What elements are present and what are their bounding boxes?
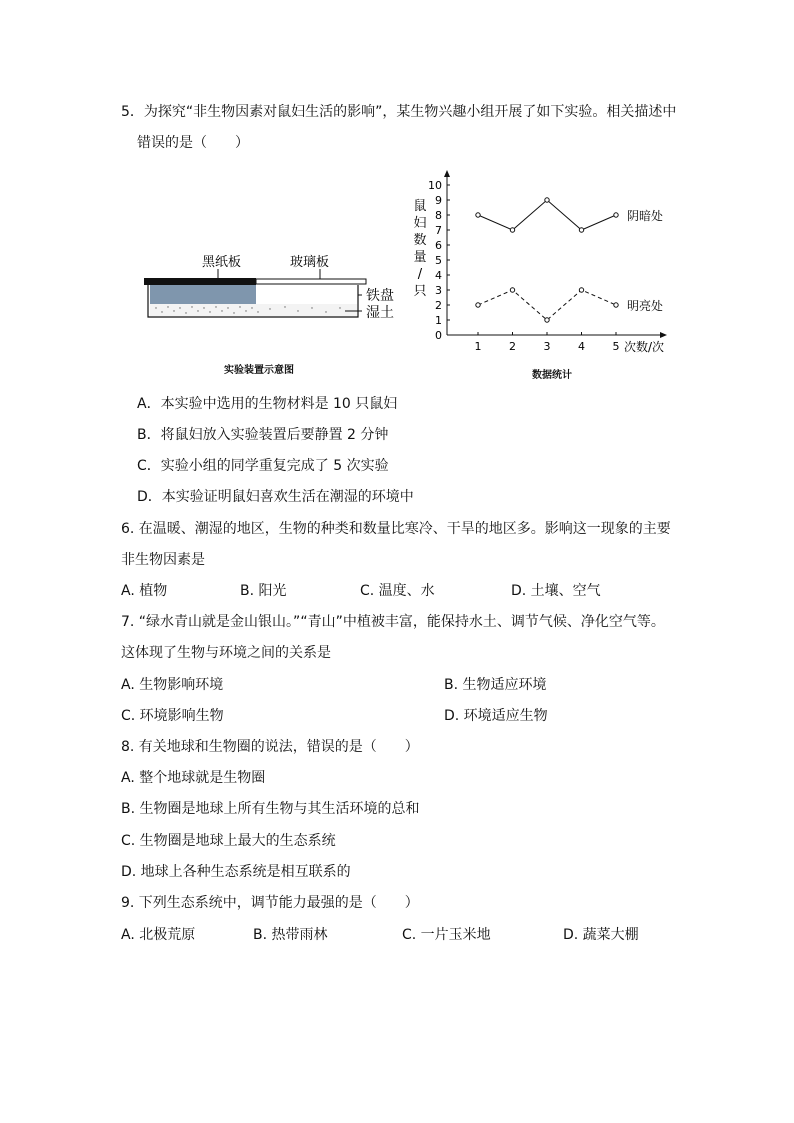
- data-point: [579, 288, 583, 292]
- y-tick-label: 6: [435, 239, 442, 252]
- q7-stem-line1: 7. “绿水青山就是金山银山。”“青山”中植被丰富，能保持水土、调节气候、净化空气等。: [121, 614, 665, 630]
- data-point: [545, 198, 549, 202]
- q5-option-d[interactable]: D．本实验证明鼠妇喜欢生活在潮湿的环境中: [137, 489, 414, 505]
- data-point: [476, 213, 480, 217]
- q6-option-b[interactable]: B. 阳光: [240, 583, 287, 599]
- data-point: [545, 318, 549, 322]
- y-tick-label: 7: [435, 224, 442, 237]
- q5-option-c[interactable]: C．实验小组的同学重复完成了 5 次实验: [137, 458, 389, 474]
- label-black-board: 黑纸板: [202, 255, 242, 270]
- x-tick-label: 1: [474, 340, 482, 353]
- glass-board: [256, 279, 366, 284]
- y-axis-label-char: /: [417, 267, 423, 282]
- series-line-1: [478, 290, 616, 320]
- dark-area: [150, 285, 256, 304]
- q6-option-d[interactable]: D. 土壤、空气: [511, 583, 601, 599]
- wet-soil: [150, 304, 357, 316]
- data-point: [579, 228, 583, 232]
- data-point: [476, 303, 480, 307]
- y-tick-label: 3: [435, 284, 442, 297]
- y-tick-label: 2: [435, 299, 442, 312]
- label-wet-soil: 湿土: [366, 305, 394, 321]
- x-axis-label: 次数/次: [624, 340, 665, 354]
- q6-option-c[interactable]: C. 温度、水: [360, 583, 435, 599]
- q5-stem-line2: 错误的是（ ）: [137, 135, 249, 151]
- mouse-count-chart: [405, 165, 695, 370]
- data-point: [614, 303, 618, 307]
- q8-option-c[interactable]: C. 生物圈是地球上最大的生态系统: [121, 833, 336, 849]
- y-tick-label: 5: [435, 254, 442, 267]
- data-point: [614, 213, 618, 217]
- q5-stem-line1: 5．为探究“非生物因素对鼠妇生活的影响”，某生物兴趣小组开展了如下实验。相关描述中: [121, 104, 677, 120]
- data-point: [510, 288, 514, 292]
- x-tick-label: 4: [578, 340, 585, 353]
- data-point: [510, 228, 514, 232]
- series-label-1: 明亮处: [627, 299, 664, 313]
- y-axis-label-char: 数: [413, 233, 427, 248]
- q8-stem: 8. 有关地球和生物圈的说法，错误的是（ ）: [121, 739, 419, 755]
- y-axis-label-char: 妇: [413, 216, 427, 231]
- y-axis-arrow: [444, 170, 450, 177]
- q7-option-a[interactable]: A. 生物影响环境: [121, 677, 224, 693]
- q7-option-d[interactable]: D. 环境适应生物: [444, 708, 548, 724]
- x-tick-label: 5: [612, 340, 620, 353]
- y-axis-label-char: 鼠: [413, 199, 427, 214]
- y-tick-label: 4: [435, 269, 442, 282]
- apparatus-diagram: [130, 245, 420, 380]
- x-tick-label: 3: [543, 340, 551, 353]
- black-paper-board: [144, 278, 256, 285]
- label-glass-board: 玻璃板: [290, 255, 330, 270]
- q9-stem: 9. 下列生态系统中，调节能力最强的是（ ）: [121, 895, 419, 911]
- q9-option-d[interactable]: D. 蔬菜大棚: [563, 927, 639, 943]
- y-axis-label-char: 只: [413, 284, 427, 299]
- q6-stem-line2: 非生物因素是: [121, 552, 205, 568]
- q7-option-c[interactable]: C. 环境影响生物: [121, 708, 224, 724]
- q9-option-a[interactable]: A. 北极荒原: [121, 927, 196, 943]
- q7-stem-line2: 这体现了生物与环境之间的关系是: [121, 645, 331, 661]
- x-axis-arrow: [660, 332, 667, 338]
- y-axis-label-char: 量: [413, 250, 427, 265]
- q8-option-b[interactable]: B. 生物圈是地球上所有生物与其生活环境的总和: [121, 801, 420, 817]
- q5-option-b[interactable]: B．将鼠妇放入实验装置后要静置 2 分钟: [137, 427, 389, 443]
- series-line-0: [478, 200, 616, 230]
- q5-option-a[interactable]: A．本实验中选用的生物材料是 10 只鼠妇: [137, 396, 398, 412]
- y-tick-label: 8: [435, 209, 442, 222]
- q7-option-b[interactable]: B. 生物适应环境: [444, 677, 547, 693]
- y-tick-label: 10: [428, 179, 442, 192]
- q8-option-a[interactable]: A. 整个地球就是生物圈: [121, 770, 266, 786]
- q6-option-a[interactable]: A. 植物: [121, 583, 168, 599]
- y-tick-label: 1: [435, 314, 442, 327]
- chart-caption: 数据统计: [532, 370, 572, 381]
- q8-option-d[interactable]: D. 地球上各种生态系统是相互联系的: [121, 864, 351, 880]
- q9-option-c[interactable]: C. 一片玉米地: [402, 927, 491, 943]
- x-tick-label: 2: [509, 340, 516, 353]
- q9-option-b[interactable]: B. 热带雨林: [253, 927, 328, 943]
- q6-stem-line1: 6. 在温暖、潮湿的地区，生物的种类和数量比寒冷、干旱的地区多。影响这一现象的主要: [121, 521, 671, 537]
- y-tick-label: 0: [435, 329, 442, 342]
- y-tick-label: 9: [435, 194, 442, 207]
- label-iron-tray: 铁盘: [366, 288, 394, 304]
- series-label-0: 阴暗处: [627, 209, 664, 223]
- apparatus-caption: 实验装置示意图: [224, 365, 294, 376]
